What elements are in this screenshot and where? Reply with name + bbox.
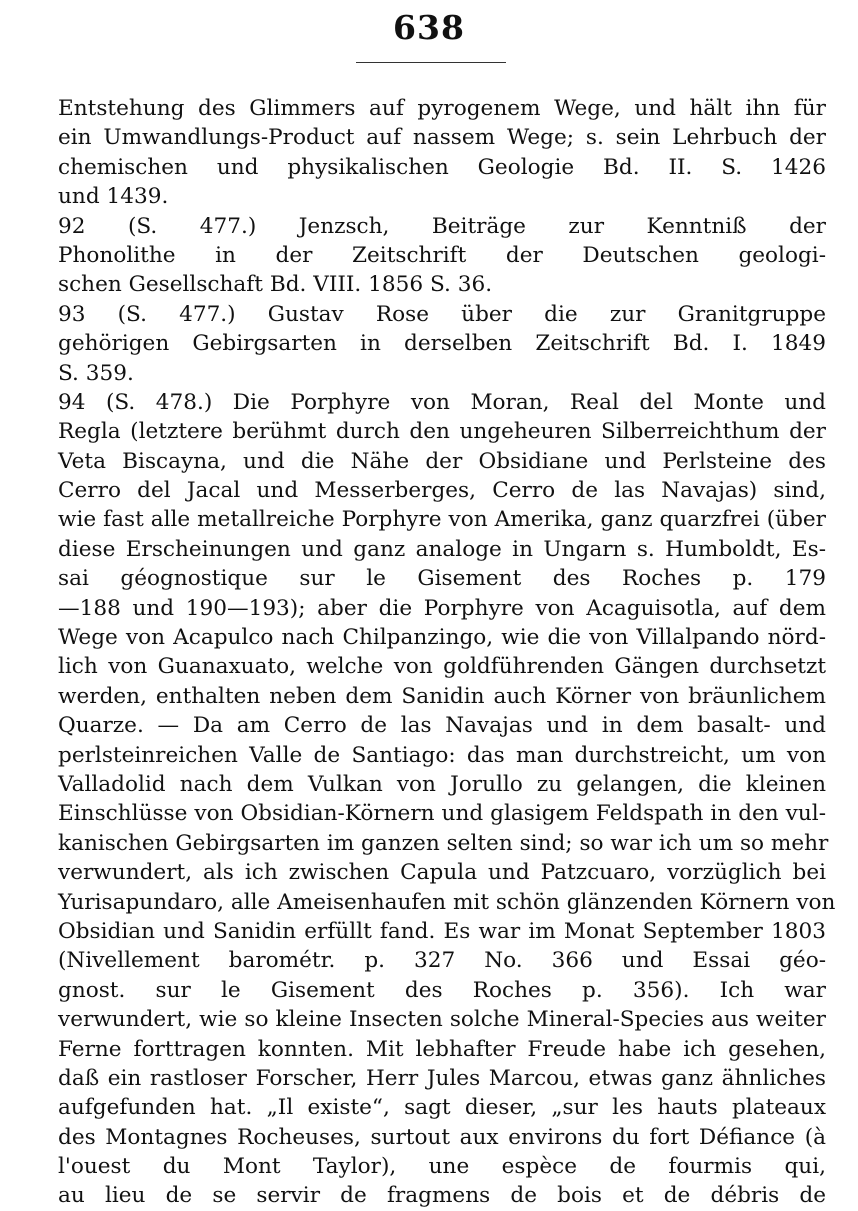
page-number: 638 (393, 8, 465, 47)
text-line: Quarze. — Da am Cerro de las Navajas und in dem basalt- und (58, 713, 826, 739)
body-text (58, 94, 836, 1211)
text-line: —188 und 190—193); aber die Porphyre von Acaguisotla, auf dem (58, 595, 826, 621)
text-line: Cerro del Jacal und Messerberges, Cerro de las Navajas) sind, (58, 478, 826, 504)
text-line: au lieu de se servir de fragmens de bois et de débris de (58, 1183, 826, 1209)
footnote-94-line: 94 (S. 478.) Die Porphyre von Moran, Real del Monte und (58, 389, 826, 415)
text-line: wie fast alle metallreiche Porphyre von Amerika, ganz quarzfrei (über (58, 507, 826, 533)
text-line: werden, enthalten neben dem Sanidin auch Körner von bräunlichem (58, 683, 826, 709)
text-line: S. 359. (58, 360, 134, 386)
header-rule (356, 62, 506, 63)
text-line: und 1439. (58, 184, 169, 210)
text-line: daß ein rastloser Forscher, Herr Jules Marcou, etwas ganz ähnliches (58, 1065, 826, 1091)
text-line: des Montagnes Rocheuses, surtout aux environs du fort Défiance (à l'ouest du Mont Taylor), une espèce de fourmis qui, (58, 1124, 826, 1180)
text-line: Entstehung des Glimmers auf pyrogenem Wege, und hält ihn für (58, 96, 826, 121)
text-line: Ferne forttragen konnten. Mit lebhafter Freude habe ich gesehen, (58, 1036, 826, 1062)
text-line: Regla (letztere berühmt durch den ungeheuren Silberreichthum der (58, 419, 826, 445)
text-line: (Nivellement barométr. p. 327 No. 366 und Essai géo- (58, 948, 826, 974)
text-line: kanischen Gebirgsarten im ganzen selten sind; so war ich um so mehr (58, 830, 829, 856)
text-line: gnost. sur le Gisement des Roches p. 356). Ich war (58, 977, 826, 1003)
text-line: verwundert, als ich zwischen Capula und Patzcuaro, vorzüglich bei (58, 860, 826, 886)
footnote-92-line: 92 (S. 477.) Jenzsch, Beiträge zur Kenntniß der (58, 213, 826, 239)
text-line: lich von Guanaxuato, welche von goldführenden Gängen durchsetzt (58, 654, 826, 680)
text-line: sai géognostique sur le Gisement des Roches p. 179 (58, 566, 826, 592)
text-line: verwundert, wie so kleine Insecten solche Mineral-Species aus weiter (58, 1007, 826, 1033)
text-line: Valladolid nach dem Vulkan von Jorullo zu gelangen, die kleinen (58, 771, 826, 797)
text-line: Phonolithe in der Zeitschrift der Deutschen geologi- (58, 242, 826, 268)
text-line: Obsidian und Sanidin erfüllt fand. Es war im Monat September 1803 (58, 918, 826, 944)
text-line: schen Gesellschaft Bd. VIII. 1856 S. 36. (58, 272, 493, 298)
text-line: Yurisapundaro, alle Ameisenhaufen mit schön glänzenden Körnern von (58, 889, 836, 915)
text-line: ein Umwandlungs-Product auf nassem Wege; s. sein Lehrbuch der (58, 125, 826, 151)
text-line: gehörigen Gebirgsarten in derselben Zeitschrift Bd. I. 1849 (58, 331, 826, 357)
text-line: Veta Biscayna, und die Nähe der Obsidiane und Perlsteine des (58, 448, 826, 474)
footnote-93-line: 93 (S. 477.) Gustav Rose über die zur Granitgruppe (58, 301, 826, 327)
text-line: perlsteinreichen Valle de Santiago: das man durchstreicht, um von (58, 742, 826, 768)
text-line: diese Erscheinungen und ganz analoge in Ungarn s. Humboldt, Es- (58, 536, 826, 562)
text-line: Einschlüsse von Obsidian-Körnern und glasigem Feldspath in den vul- (58, 801, 826, 827)
text-line: chemischen und physikalischen Geologie Bd. II. S. 1426 (58, 154, 826, 180)
text-line: aufgefunden hat. „Il existe“, sagt dieser, „sur les hauts plateaux (58, 1095, 826, 1121)
text-line: Wege von Acapulco nach Chilpanzingo, wie die von Villalpando nörd- (58, 625, 826, 651)
